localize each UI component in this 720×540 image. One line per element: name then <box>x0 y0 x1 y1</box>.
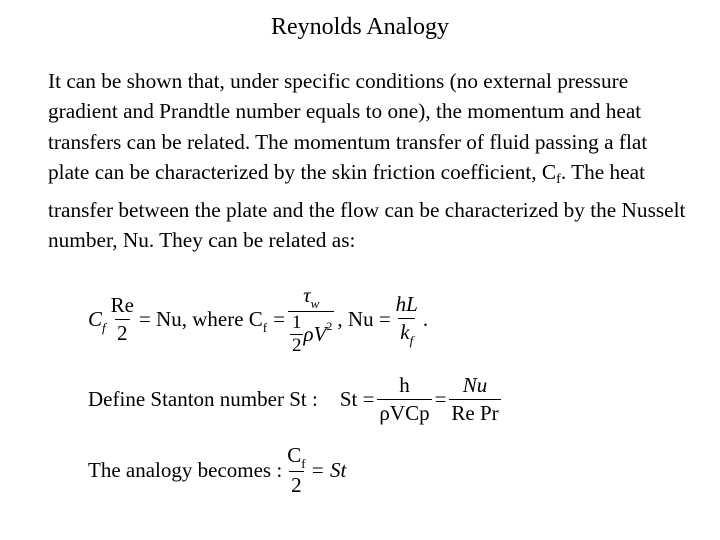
paragraph-text-1: It can be shown that, under specific conditions (no external pressure gradient and Prandtle number equals to one), the momentum and heat transfers can be related. The momentum transfer of fluid passing a flat plate can be characterized by the skin friction coefficient, C <box>48 69 648 184</box>
body-paragraph <box>48 66 688 256</box>
half-fraction: $\frac{1}{2}$ <box>291 312 302 356</box>
stanton-label: Define Stanton number St : <box>88 387 318 411</box>
equation-analogy-result <box>88 442 346 499</box>
cf-over-2-fraction: $\frac{C_f}{2}$ <box>287 443 306 497</box>
slide-title: Reynolds Analogy <box>271 14 449 40</box>
equation-stanton-number <box>88 372 504 427</box>
cf-symbol: $C_f$ <box>88 307 106 335</box>
equation-reynolds-analogy <box>88 282 428 357</box>
equals-st: = St <box>310 458 347 482</box>
paragraph-text-2: . The heat transfer between the plate and the flow can be characterized by the Nusselt number, Nu. They can be related as: <box>48 159 686 253</box>
nu-over-repr-fraction: $\frac{Nu}{\text{Re Pr}}$ <box>451 373 499 425</box>
analogy-label: The analogy becomes : <box>88 458 283 482</box>
st-equals: St = <box>339 387 375 411</box>
h-over-rhovcp-fraction: $\frac{h}{\text{ρVCp}}$ <box>379 373 430 425</box>
equals-sign: = <box>273 307 285 331</box>
period: . <box>422 307 429 331</box>
paragraph-subscript: f <box>556 171 561 187</box>
equals-nu-where: = Nu, where $C_f$ <box>138 307 268 335</box>
friction-coefficient-fraction: $\tau_w$ $\frac{1}{2}$ ρV 2 <box>288 282 334 357</box>
re-over-2-fraction: $\frac{Re}{2}$ <box>110 293 134 345</box>
equals-sign-2: = <box>434 387 447 411</box>
comma-nu-equals: , Nu = <box>337 307 391 331</box>
nusselt-fraction: $\frac{hL}{k_f}$ <box>395 292 418 348</box>
